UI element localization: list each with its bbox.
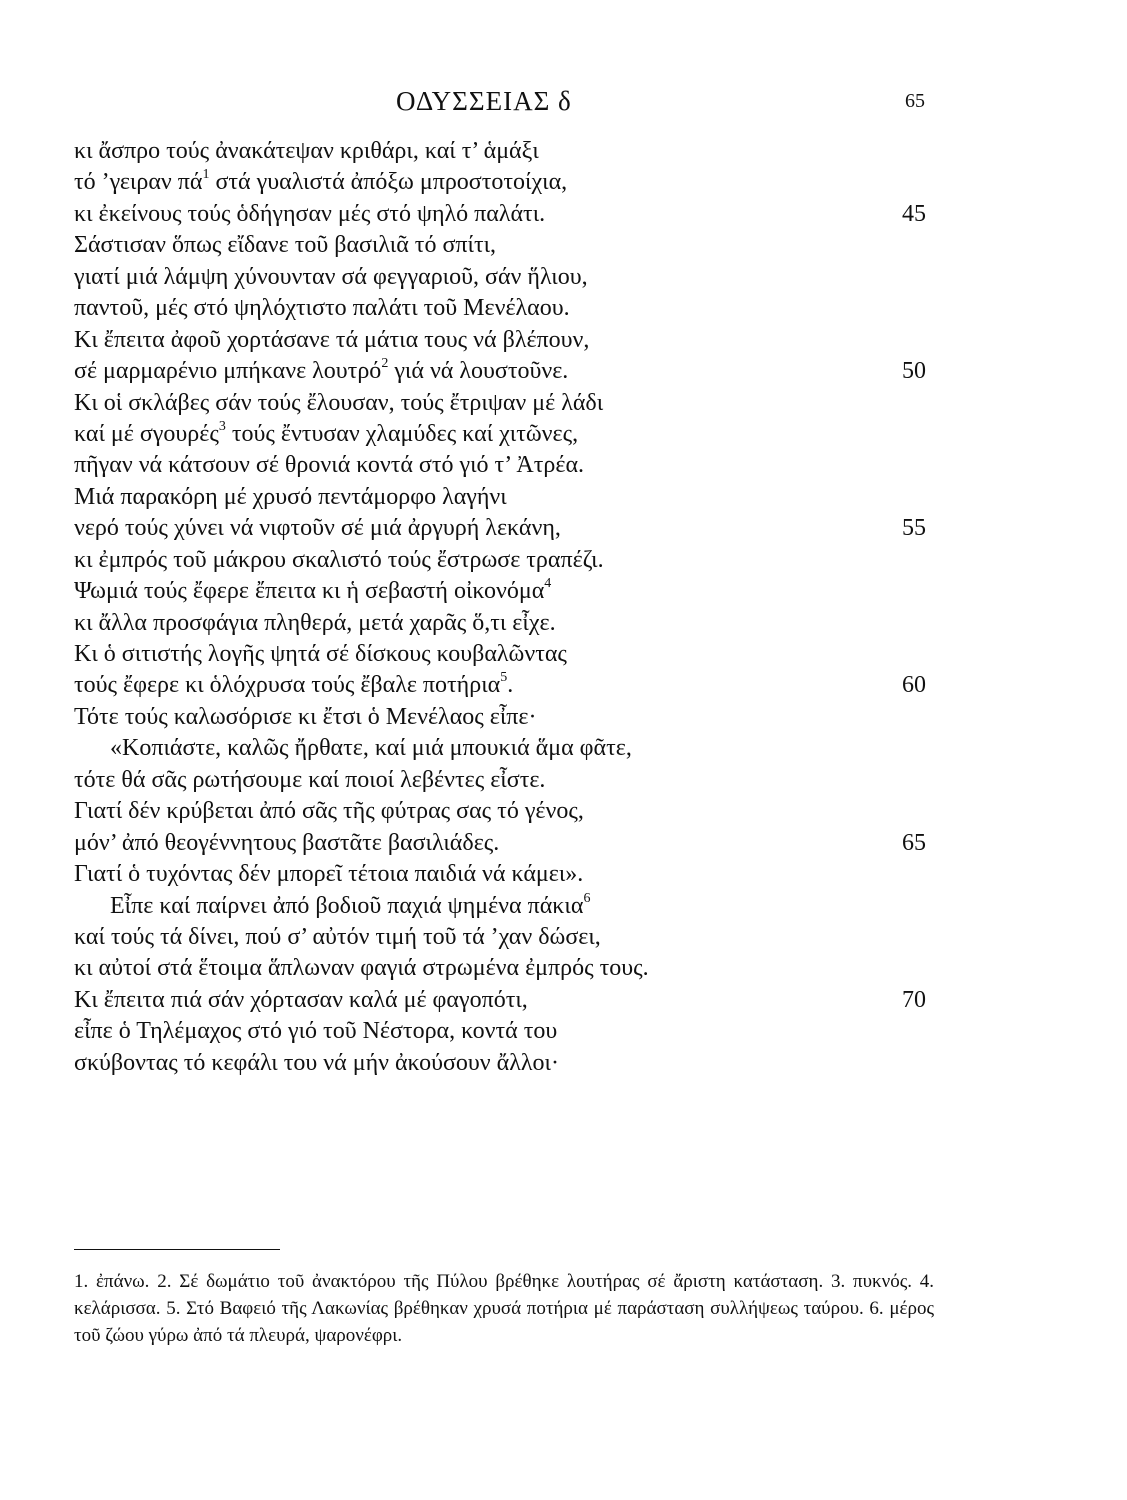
verse-main-text: κι ἄλλα προσφάγια πληθερά, μετά χαρᾶς ὅ,τι εἶχε. [74,609,556,636]
verse-line [74,1048,934,1079]
verse-text [74,1050,559,1076]
verse-text [74,798,584,824]
verse-line [74,765,934,796]
verse-text [74,138,539,164]
verse-main-text: «Κοπιάστε, καλῶς ἤρθατε, καί μιά μπουκιά ἅμα φᾶτε, [110,735,632,762]
verse-main-text: σέ μαρμαρένιο μπήκανε λουτρό [74,358,382,385]
footnote-divider [74,1249,280,1250]
verse-main-text: Σάστισαν ὅπως εἴδανε τοῦ βασιλιᾶ τό σπίτι, [74,232,497,259]
verse-main-text: τό ’γειραν πά [74,169,203,196]
verse-main-text: μόν’ ἀπό θεογέννητους βαστᾶτε βασιλιάδες. [74,829,500,856]
verse-line [74,953,934,984]
footnote-item: 2. Σέ δωμάτιο τοῦ ἀνακτόρου τῆς Πύλου βρέθηκε λουτήρας σέ ἄριστη κατάσταση. [157,1271,824,1292]
verse-text [74,767,545,793]
verse-line [74,230,934,261]
footnote-marker: 3 [218,418,226,434]
verse-main-text: εἶπε ὁ Τηλέμαχος στό γιό τοῦ Νέστορα, κοντά του [74,1018,558,1045]
verse-line [74,136,934,167]
verse-main-text: καί τούς τά δίνει, πού σ’ αὐτόν τιμή τοῦ τά ’χαν δώσει, [74,923,601,950]
verse-main-text: Εἶπε καί παίρνει ἀπό βοδιοῦ παχιά ψημένα πάκια [110,892,584,919]
line-number: 60 [902,672,926,699]
verse-text [74,418,579,447]
verse-text [74,1018,557,1044]
footnotes [74,1268,934,1349]
verse-text [74,327,589,353]
verse-text [74,390,603,416]
verse-line [74,796,934,827]
verse-continuation: τούς ἔντυσαν χλαμύδες καί χιτῶνες, [225,420,579,447]
verse-main-text: Τότε τούς καλωσόρισε κι ἔτσι ὁ Μενέλαος εἶπε· [74,703,537,730]
verse-text [74,735,632,761]
verse-line [74,199,934,230]
verse-main-text: Γιατί ὁ τυχόντας δέν μπορεῖ τέτοια παιδιά νά κάμει». [74,861,584,888]
verse-text [74,830,499,856]
verse-line [74,733,934,764]
verse-main-text: κι ἄσπρο τούς ἀνακάτεψαν κριθάρι, καί τ’ ἁμάξι [74,138,539,164]
verse-line [74,262,934,293]
verse-line [74,356,934,387]
footnote-item: 3. πυκνός. [831,1271,912,1292]
verse-line [74,325,934,356]
verse-text [74,924,601,950]
verse-text [74,169,567,195]
verse-main-text: Κι ἔπειτα πιά σάν χόρτασαν καλά μέ φαγοπότι, [74,986,528,1013]
verse-line [74,639,934,670]
verse-line [74,859,934,890]
footnote-marker: 1 [202,167,210,183]
verse-line [74,513,934,544]
line-number: 55 [902,515,926,542]
line-number: 45 [902,200,926,227]
footnote-item: 1. ἐπάνω. [74,1271,150,1292]
verse-line [74,985,934,1016]
verse-line [74,293,934,324]
verse-main-text: σκύβοντας τό κεφάλι του νά μήν ἀκούσουν ἄλλοι· [74,1049,559,1076]
verse-text [74,861,583,887]
verse-main-text: κι ἐμπρός τοῦ μάκρου σκαλιστό τούς ἔστρωσε τραπέζι. [74,546,604,573]
verse-main-text: νερό τούς χύνει νά νιφτοῦν σέ μιά ἀργυρή λεκάνη, [74,515,561,542]
verse-main-text: γιατί μιά λάμψη χύνουνταν σά φεγγαριοῦ, σάν ἥλιου, [74,263,588,290]
verse-main-text: τότε θά σᾶς ρωτήσουμε καί ποιοί λεβέντες εἶστε. [74,766,546,793]
verse-line [74,167,934,198]
verse-text [74,890,591,919]
verse-main-text: κι αὐτοί στά ἕτοιμα ἅπλωναν φαγιά στρωμένα ἐμπρός τους. [74,955,649,982]
footnote-item: 6. μέρος τοῦ ζώου γύρω ἀπό τά πλευρά, ψαρονέφρι. [74,1298,935,1346]
verse-line [74,576,934,607]
verse-line [74,922,934,953]
verse-text [74,484,507,510]
verse-text [74,264,588,290]
verse-line [74,450,934,481]
page-title: ΟΔΥΣΣΕΙΑΣ δ [396,86,572,116]
verse-main-text: πῆγαν νά κάτσουν σέ θρονιά κοντά στό γιό τ’ Ἀτρέα. [74,452,585,479]
verse-line [74,702,934,733]
verse-line [74,419,934,450]
verse-main-text: Κι ὁ σιτιστής λογῆς ψητά σέ δίσκους κουβαλῶντας [74,641,567,667]
page-number: 65 [905,90,925,112]
footnote-marker: 4 [544,576,552,592]
verse-text [74,955,649,981]
poem-body [74,136,934,1079]
verse-main-text: Ψωμιά τούς ἔφερε ἔπειτα κι ἡ σεβαστή οἰκονόμα [74,578,545,605]
verse-text [74,232,496,258]
verse-line [74,388,934,419]
footnote-item: 5. Στό Βαφειό τῆς Λακωνίας βρέθηκαν χρυσά ποτήρια μέ παράσταση συλλήψεως ταύρου. [166,1298,864,1319]
verse-text [74,295,570,321]
verse-line [74,608,934,639]
verse-continuation: . [507,672,514,699]
verse-text [74,987,528,1013]
verse-main-text: Κι οἱ σκλάβες σάν τούς ἔλουσαν, τούς ἔτριψαν μέ λάδι [74,389,604,416]
footnote-marker: 2 [381,356,389,372]
verse-line [74,670,934,701]
verse-text [74,358,568,384]
verse-line [74,828,934,859]
line-number: 50 [902,358,926,385]
footnote-marker: 6 [583,890,591,906]
verse-continuation: στά γυαλιστά ἀπόξω μπροστοτοίχια, [209,169,568,196]
verse-continuation: γιά νά λουστοῦνε. [388,358,569,385]
verse-text [74,547,604,573]
verse-line [74,545,934,576]
line-number: 70 [902,986,926,1013]
footnote-marker: 5 [500,670,508,686]
verse-text [74,578,551,604]
verse-text [74,610,556,636]
verse-main-text: παντοῦ, μές στό ψηλόχτιστο παλάτι τοῦ Μενέλαου. [74,295,570,322]
verse-main-text: Μιά παρακόρη μέ χρυσό πεντάμορφο λαγήνι [74,483,507,510]
verse-text [74,201,545,227]
verse-line [74,891,934,922]
verse-line [74,1016,934,1047]
verse-main-text: Κι ἔπειτα ἀφοῦ χορτάσανε τά μάτια τους νά βλέπουν, [74,326,590,353]
verse-main-text: Γιατί δέν κρύβεται ἀπό σᾶς τῆς φύτρας σας τό γένος, [74,798,584,825]
verse-text [74,641,567,667]
verse-text [74,515,561,541]
verse-text [74,452,584,478]
line-number: 65 [902,829,926,856]
verse-main-text: καί μέ σγουρές [74,420,219,447]
verse-line [74,482,934,513]
verse-main-text: κι ἐκείνους τούς ὁδήγησαν μές στό ψηλό παλάτι. [74,200,546,227]
verse-main-text: τούς ἔφερε κι ὁλόχρυσα τούς ἔβαλε ποτήρια [74,672,501,699]
verse-text [74,704,537,730]
verse-text [74,672,513,698]
footnote-item: 4. κελάρισσα. [74,1271,935,1319]
